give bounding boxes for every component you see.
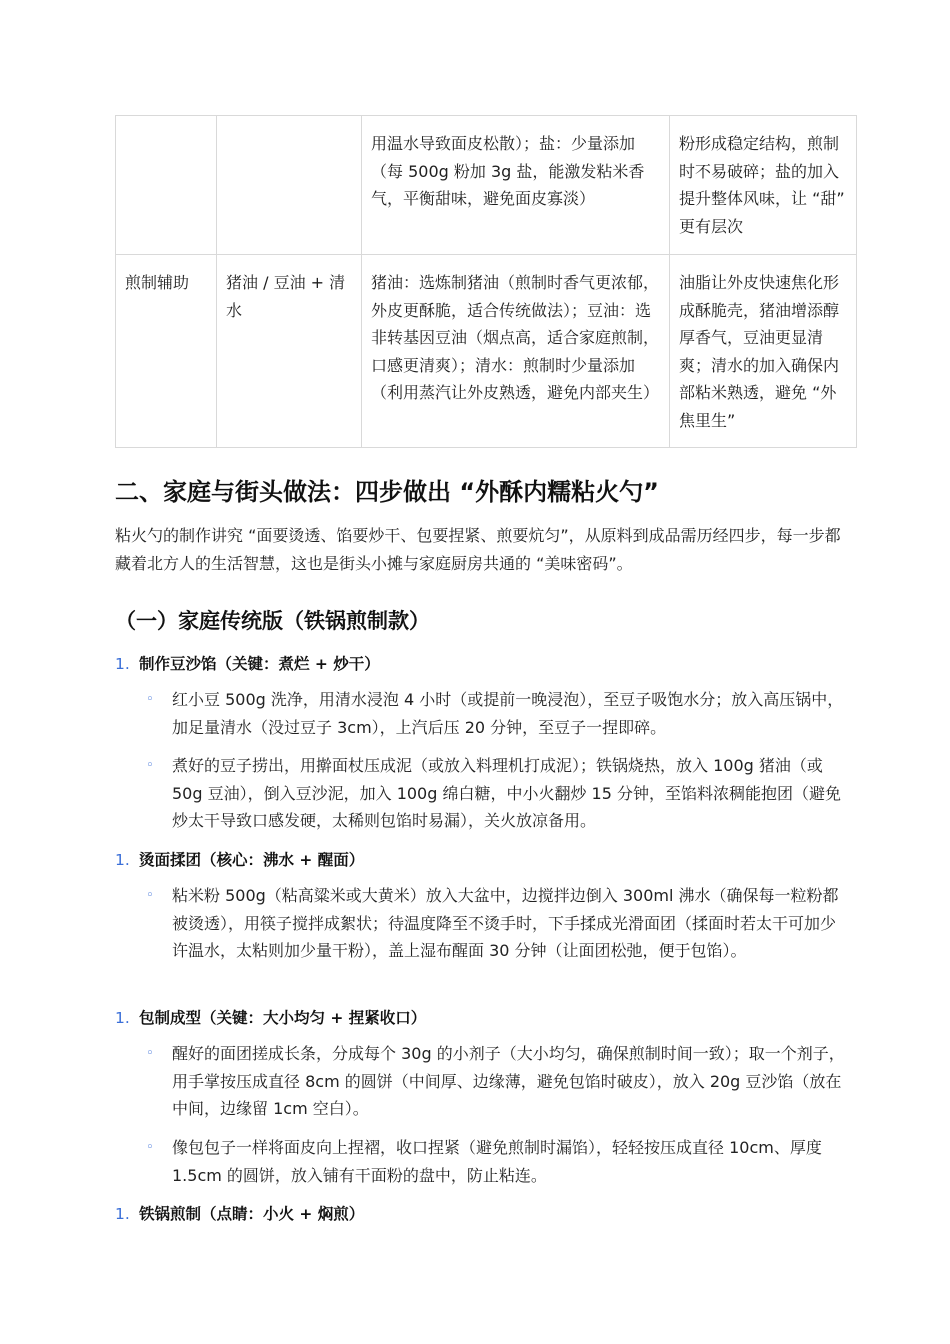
step-title: 烫面揉团（核心：沸水 + 醒面） (139, 851, 365, 869)
list-item (146, 1040, 846, 1123)
table-cell: 猪油 / 豆油 + 清水 (217, 255, 362, 448)
step-number: 1. (115, 655, 130, 673)
step-number: 1. (115, 1205, 130, 1223)
subsection-title: （一）家庭传统版（铁锅煎制款） (115, 609, 430, 633)
step-heading (115, 652, 380, 674)
bullet-icon: ◦ (146, 888, 154, 903)
step-title: 铁锅煎制（点睛：小火 + 焖煎） (139, 1205, 365, 1223)
list-item (146, 882, 846, 965)
table-cell: 用温水导致面皮松散）；盐：少量添加（每 500g 粉加 3g 盐，能激发粘米香气，平衡甜味，避免面皮寡淡） (362, 116, 670, 255)
table-row (116, 255, 857, 448)
step-heading (115, 1202, 364, 1224)
list-item-text: 像包包子一样将面皮向上捏褶，收口捏紧（避免煎制时漏馅），轻轻按压成直径 10cm、厚度 1.5cm 的圆饼，放入铺有干面粉的盘中，防止粘连。 (172, 1138, 822, 1185)
bullet-icon: ◦ (146, 1046, 154, 1061)
bullet-icon: ◦ (146, 692, 154, 707)
table-cell (217, 116, 362, 255)
table-cell: 粉形成稳定结构，煎制时不易破碎；盐的加入提升整体风味，让 “甜” 更有层次 (670, 116, 857, 255)
section-intro: 粘火勺的制作讲究 “面要烫透、馅要炒干、包要捏紧、煎要炕匀”，从原料到成品需历经四步，每一步都藏着北方人的生活智慧，这也是街头小摊与家庭厨房共通的 “美味密码”。 (115, 526, 841, 573)
list-item (146, 686, 846, 741)
step-title: 制作豆沙馅（关键：煮烂 + 炒干） (139, 655, 380, 673)
list-item (146, 1134, 846, 1189)
list-item (146, 752, 846, 835)
section-title: 二、家庭与街头做法：四步做出 “外酥内糯粘火勺” (115, 478, 659, 506)
list-item-text: 煮好的豆子捞出，用擀面杖压成泥（或放入料理机打成泥）；铁锅烧热，放入 100g 猪油（或 50g 豆油），倒入豆沙泥，加入 100g 绵白糖，中小火翻炒 15 分钟，至馅料浓稠能抱团（避免炒太干导致口感发硬，太稀则包馅时易漏），关火放凉备用。 (172, 756, 842, 830)
list-item-text: 粘米粉 500g（粘高粱米或大黄米）放入大盆中，边搅拌边倒入 300ml 沸水（确保每一粒粉都被烫透），用筷子搅拌成絮状；待温度降至不烫手时，下手揉成光滑面团（揉面时若太干可加少许温水，太粘则加少量干粉），盖上湿布醒面 30 分钟（让面团松弛，便于包馅）。 (172, 886, 839, 960)
table-cell: 油脂让外皮快速焦化形成酥脆壳，猪油增添醇厚香气，豆油更显清爽；清水的加入确保内部粘米熟透，避免 “外焦里生” (670, 255, 857, 448)
table-cell: 猪油：选炼制猪油（煎制时香气更浓郁，外皮更酥脆，适合传统做法）；豆油：选非转基因豆油（烟点高，适合家庭煎制，口感更清爽）；清水：煎制时少量添加（利用蒸汽让外皮熟透，避免内部夹生） (362, 255, 670, 448)
bullet-icon: ◦ (146, 758, 154, 773)
table-row (116, 116, 857, 255)
table-cell (116, 116, 217, 255)
step-heading (115, 848, 364, 870)
bullet-icon: ◦ (146, 1140, 154, 1155)
step-heading (115, 1006, 426, 1028)
ingredients-table (115, 115, 857, 448)
list-item-text: 醒好的面团搓成长条，分成每个 30g 的小剂子（大小均匀，确保煎制时间一致）；取一个剂子，用手掌按压成直径 8cm 的圆饼（中间厚、边缘薄，避免包馅时破皮），放入 20g 豆沙馅（放在中间，边缘留 1cm 空白）。 (172, 1044, 845, 1118)
table-cell: 煎制辅助 (116, 255, 217, 448)
step-number: 1. (115, 1009, 130, 1027)
step-title: 包制成型（关键：大小均匀 + 捏紧收口） (139, 1009, 427, 1027)
list-item-text: 红小豆 500g 洗净，用清水浸泡 4 小时（或提前一晚浸泡），至豆子吸饱水分；放入高压锅中，加足量清水（没过豆子 3cm），上汽后压 20 分钟，至豆子一捏即碎。 (172, 690, 844, 737)
step-number: 1. (115, 851, 130, 869)
